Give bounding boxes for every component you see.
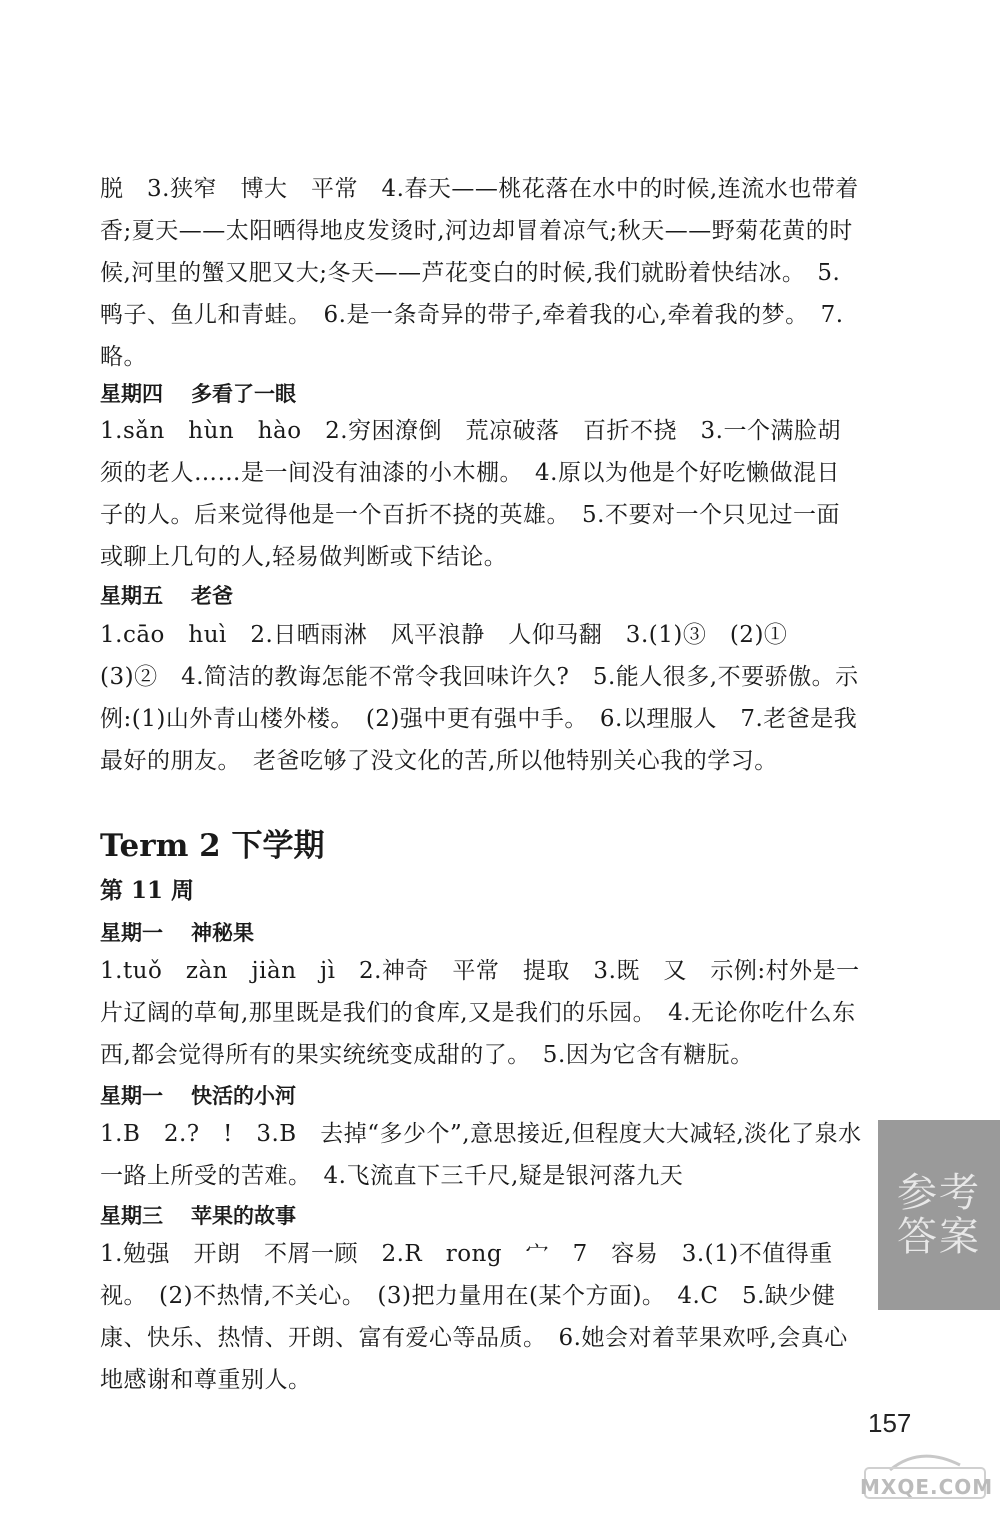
answer-paragraph-4: 1.tuǒ zàn jiàn jì 2.神奇 平常 提取 3.既 又 示例:村外是一片辽阔的草甸,那里既是我们的食库,又是我们的乐园。 4.无论你吃什么东西,都会觉得所有的果实统统变成甜的了。 5.因为它含有糖朊。 [100,958,860,1068]
section-heading-wednesday [100,1200,296,1230]
answer-paragraph-1: 脱 3.狭窄 博大 平常 4.春天——桃花落在水中的时候,连流水也带着香;夏天——太阳晒得地皮发烫时,河边却冒着凉气;秋天——野菊花黄的时候,河里的蟹又肥又大;冬天——芦花变白的时候,我们就盼着快结冰。 5.鸭子、鱼儿和青蛙。 6.是一条奇异的带子,牵着我的心,牵着我的梦。 7.略。 [100,176,859,370]
week-title: 第 11 周 [100,877,195,904]
watermark-text: MXQE.COM [860,1475,994,1499]
heading-title: 老爸 [191,584,233,608]
heading-day: 星期四 [100,382,163,406]
heading-title: 多看了一眼 [191,382,296,406]
answer-paragraph-2: 1.sǎn hùn hào 2.穷困潦倒 荒凉破落 百折不挠 3.一个满脸胡须的老人……是一间没有油漆的小木棚。 4.原以为他是个好吃懒做混日子的人。后来觉得他是一个百折不挠的英雄。 5.不要对一个只见过一面或聊上几句的人,轻易做判断或下结论。 [100,418,841,570]
heading-title: 快活的小河 [191,1084,296,1108]
answer-paragraph-6: 1.勉强 开朗 不屑一顾 2.R rong 宀 7 容易 3.(1)不值得重视。 (2)不热情,不关心。 (3)把力量用在(某个方面)。 4.C 5.缺少健康、快乐、热情、开朗、富有爱心等品质。 6.她会对着苹果欢呼,会真心地感谢和尊重别人。 [100,1241,848,1393]
section-heading-monday-2 [100,1080,296,1110]
heading-title: 神秘果 [191,921,254,945]
section-heading-monday-1 [100,917,254,947]
tab-label-line-2: 答案 [897,1214,981,1260]
heading-title: 苹果的故事 [191,1204,296,1228]
answer-paragraph-5: 1.B 2.? ! 3.B 去掉“多少个”,意思接近,但程度大大减轻,淡化了泉水一路上所受的苦难。 4.飞流直下三千尺,疑是银河落九天 [100,1121,862,1189]
page-number: 157 [868,1408,912,1438]
answer-paragraph-3: 1.cāo huì 2.日晒雨淋 风平浪静 人仰马翻 3.(1)③ (2)① (3)② 4.简洁的教诲怎能不常令我回味许久? 5.能人很多,不要骄傲。示例:(1)山外青山楼外楼。 (2)强中更有强中手。 6.以理服人 7.老爸是我最好的朋友。 老爸吃够了没文化的苦,所以他特别关心我的学习。 [100,622,859,774]
section-heading-friday [100,580,233,610]
answer-section-tab [878,1120,1000,1310]
heading-day: 星期一 [100,921,163,945]
section-heading-thursday [100,378,296,408]
heading-day: 星期五 [100,584,163,608]
tab-label-line-1: 参考 [897,1170,981,1216]
heading-day: 星期一 [100,1084,163,1108]
term-title: Term 2 下学期 [100,828,325,864]
heading-day: 星期三 [100,1204,163,1228]
